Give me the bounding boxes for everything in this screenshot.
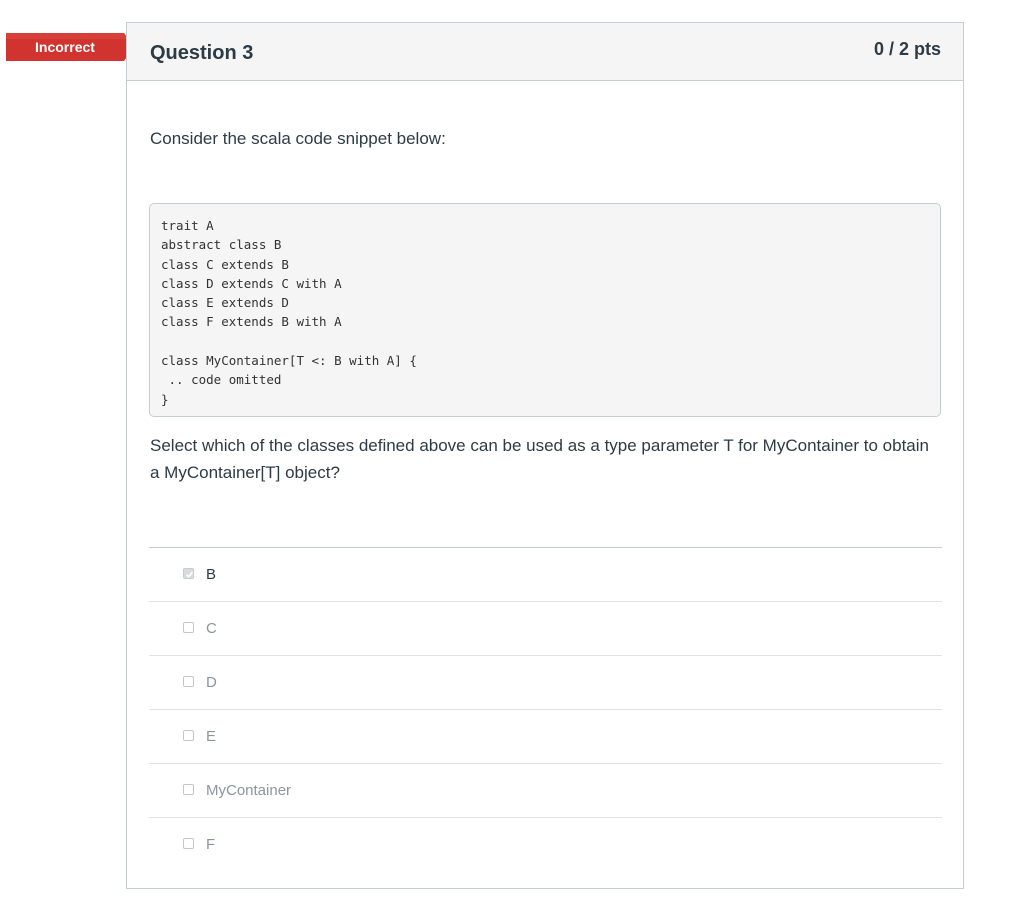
answer-label: E <box>206 728 217 745</box>
answer-checkbox[interactable] <box>183 622 194 633</box>
question-card <box>126 22 964 889</box>
question-header <box>127 23 963 81</box>
answer-label: B <box>206 566 217 583</box>
question-prompt: Select which of the classes defined above can be used as a type parameter T for MyContainer to obtain a MyContainer[T] object? <box>150 436 929 482</box>
answer-label: F <box>206 836 216 853</box>
answer-checkbox[interactable] <box>183 838 194 849</box>
answer-checkbox[interactable] <box>183 730 194 741</box>
answer-label: C <box>206 620 217 637</box>
incorrect-label: Incorrect <box>35 39 95 55</box>
question-title: Question 3 <box>150 42 254 64</box>
incorrect-badge <box>6 33 134 61</box>
answer-option[interactable] <box>149 710 942 764</box>
answer-checkbox[interactable] <box>183 784 194 795</box>
answer-list <box>149 547 942 871</box>
answer-option[interactable] <box>149 764 942 818</box>
code-snippet: trait A abstract class B class C extends B class D extends C with A class E extends D class F extends B with A class MyContainer[T <: B with A] { .. code omitted } <box>149 203 941 417</box>
answer-checkbox[interactable] <box>183 568 194 579</box>
answer-option[interactable] <box>149 818 942 871</box>
answer-label: D <box>206 674 217 691</box>
answer-option[interactable] <box>149 548 942 602</box>
answer-option[interactable] <box>149 656 942 710</box>
answer-checkbox[interactable] <box>183 676 194 687</box>
question-intro: Consider the scala code snippet below: <box>150 129 446 148</box>
checkmark-icon <box>185 570 194 579</box>
question-points: 0 / 2 pts <box>873 39 941 59</box>
answer-label: MyContainer <box>206 782 292 799</box>
answer-option[interactable] <box>149 602 942 656</box>
